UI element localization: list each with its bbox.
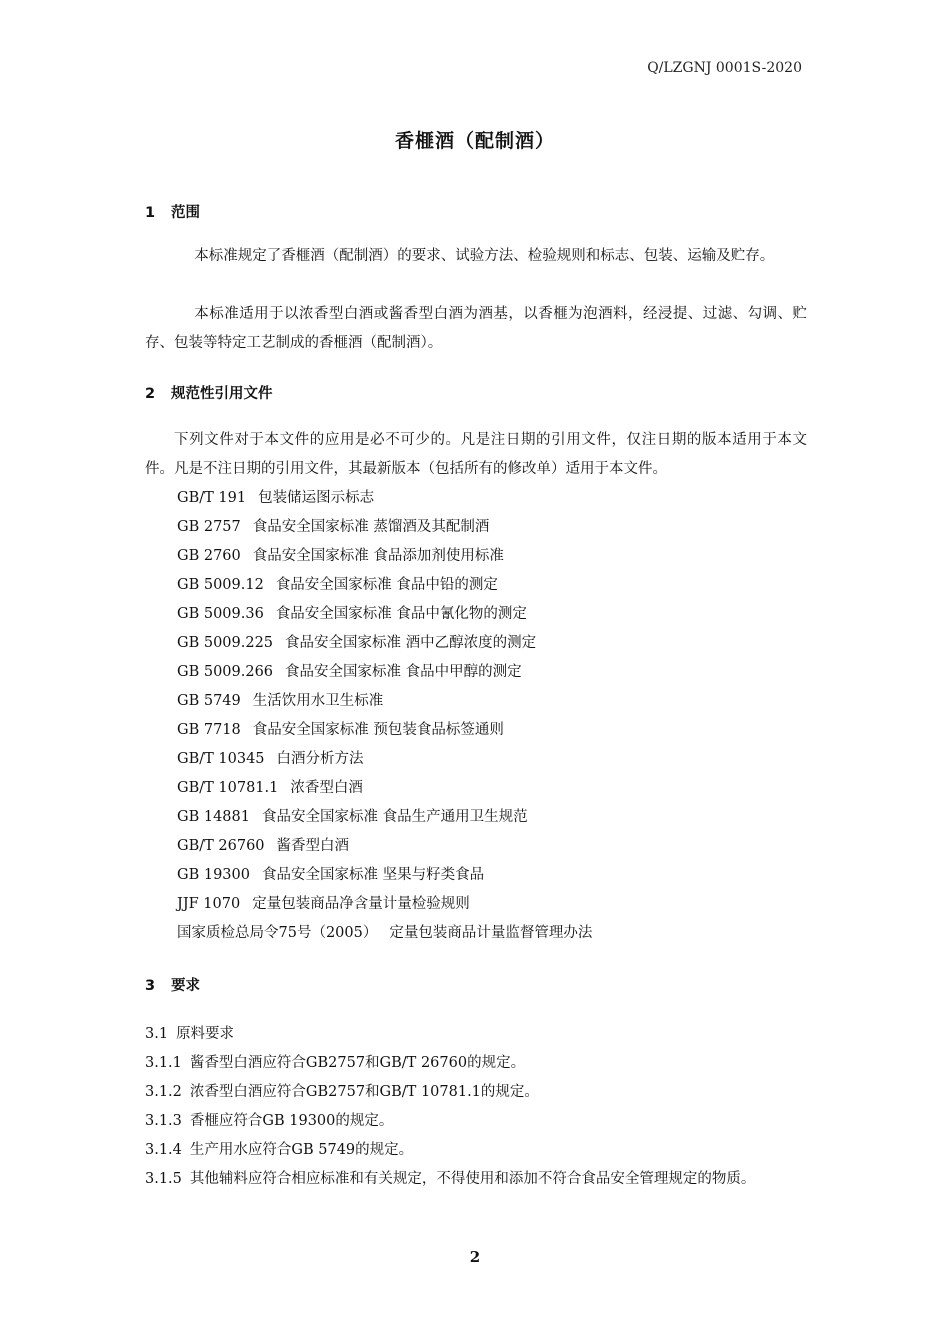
reference-code: GB 19300 [177, 867, 250, 883]
reference-title: 食品安全国家标准 食品中甲醇的测定 [285, 664, 522, 680]
requirement-item [145, 1020, 807, 1049]
requirement-item [145, 1136, 807, 1165]
reference-title: 食品安全国家标准 预包装食品标签通则 [252, 722, 504, 738]
clause-text: 香榧应符合GB 19300的规定。 [189, 1113, 394, 1129]
section-1-heading [145, 201, 200, 222]
reference-title: 定量包装商品计量监督管理办法 [389, 925, 593, 941]
reference-item [177, 687, 807, 716]
section-title: 要求 [171, 978, 200, 994]
clause-text: 浓香型白酒应符合GB2757和GB/T 10781.1的规定。 [189, 1084, 539, 1100]
document-title: 香榧酒（配制酒） [394, 130, 555, 152]
requirement-item [145, 1107, 807, 1136]
reference-code: GB 14881 [177, 809, 250, 825]
requirement-item [145, 1165, 807, 1194]
clause-number: 3.1.2 [145, 1084, 182, 1100]
reference-title: 食品安全国家标准 坚果与籽类食品 [261, 867, 485, 883]
reference-code: GB 5009.36 [177, 606, 264, 622]
reference-title: 食品安全国家标准 食品生产通用卫生规范 [261, 809, 528, 825]
section-number: 1 [145, 205, 156, 221]
section-2-heading [145, 382, 273, 403]
reference-item [177, 629, 807, 658]
reference-code: GB 5009.266 [177, 664, 274, 680]
requirement-item [145, 1078, 807, 1107]
reference-code: GB 5009.225 [177, 635, 274, 651]
reference-item [177, 745, 807, 774]
reference-code: GB/T 10345 [177, 751, 265, 767]
section-number: 3 [145, 978, 156, 994]
reference-code: GB 5009.12 [177, 577, 264, 593]
scope-paragraph-1: 本标准规定了香榧酒（配制酒）的要求、试验方法、检验规则和标志、包装、运输及贮存。 [194, 248, 775, 264]
clause-number: 3.1 [145, 1026, 169, 1042]
reference-item [177, 774, 807, 803]
clause-text: 生产用水应符合GB 5749的规定。 [189, 1142, 414, 1158]
reference-code: GB/T 191 [177, 490, 247, 506]
clause-text: 酱香型白酒应符合GB2757和GB/T 26760的规定。 [189, 1055, 526, 1071]
reference-item [177, 484, 807, 513]
section-3-heading [145, 974, 200, 995]
reference-title: 食品安全国家标准 食品添加剂使用标准 [252, 548, 504, 564]
reference-item [177, 803, 807, 832]
normative-reference-list [177, 484, 807, 948]
reference-code: GB/T 26760 [177, 838, 265, 854]
reference-code: JJF 1070 [177, 896, 241, 912]
section-title: 范围 [171, 205, 200, 221]
reference-code: GB 2757 [177, 519, 241, 535]
reference-item [177, 658, 807, 687]
section-title: 规范性引用文件 [171, 386, 273, 402]
clause-text: 原料要求 [176, 1026, 235, 1042]
clause-number: 3.1.5 [145, 1171, 182, 1187]
reference-title: 食品安全国家标准 食品中氰化物的测定 [275, 606, 527, 622]
clause-number: 3.1.4 [145, 1142, 182, 1158]
clause-number: 3.1.3 [145, 1113, 182, 1129]
requirement-item [145, 1049, 807, 1078]
reference-code: 国家质检总局令75号（2005） [177, 925, 378, 941]
reference-item [177, 571, 807, 600]
reference-item [177, 832, 807, 861]
reference-title: 浓香型白酒 [290, 780, 363, 796]
reference-title: 白酒分析方法 [276, 751, 364, 767]
reference-item [177, 919, 807, 948]
reference-title: 食品安全国家标准 食品中铅的测定 [275, 577, 498, 593]
section-number: 2 [145, 386, 156, 402]
scope-paragraph-2: 本标准适用于以浓香型白酒或酱香型白酒为酒基，以香榧为泡酒料，经浸提、过滤、勾调、贮存、包装等特定工艺制成的香榧酒（配制酒）。 [145, 306, 807, 351]
reference-title: 食品安全国家标准 酒中乙醇浓度的测定 [285, 635, 537, 651]
clause-number: 3.1.1 [145, 1055, 182, 1071]
reference-item [177, 716, 807, 745]
reference-code: GB 2760 [177, 548, 241, 564]
document-code: Q/LZGNJ 0001S-2020 [647, 60, 802, 76]
reference-item [177, 890, 807, 919]
requirements-list [145, 1020, 807, 1194]
reference-item [177, 600, 807, 629]
reference-item [177, 861, 807, 890]
reference-code: GB 5749 [177, 693, 241, 709]
reference-item [177, 542, 807, 571]
reference-title: 生活饮用水卫生标准 [252, 693, 384, 709]
page-number: 2 [469, 1248, 481, 1266]
reference-title: 包装储运图示标志 [258, 490, 375, 506]
reference-title: 酱香型白酒 [276, 838, 350, 854]
clause-text: 其他辅料应符合相应标准和有关规定，不得使用和添加不符合食品安全管理规定的物质。 [189, 1171, 756, 1187]
reference-item [177, 513, 807, 542]
reference-code: GB 7718 [177, 722, 241, 738]
reference-title: 定量包装商品净含量计量检验规则 [252, 896, 470, 912]
references-intro-paragraph: 下列文件对于本文件的应用是必不可少的。凡是注日期的引用文件，仅注日期的版本适用于本文件。凡是不注日期的引用文件，其最新版本（包括所有的修改单）适用于本文件。 [145, 432, 807, 477]
reference-code: GB/T 10781.1 [177, 780, 279, 796]
reference-title: 食品安全国家标准 蒸馏酒及其配制酒 [252, 519, 490, 535]
